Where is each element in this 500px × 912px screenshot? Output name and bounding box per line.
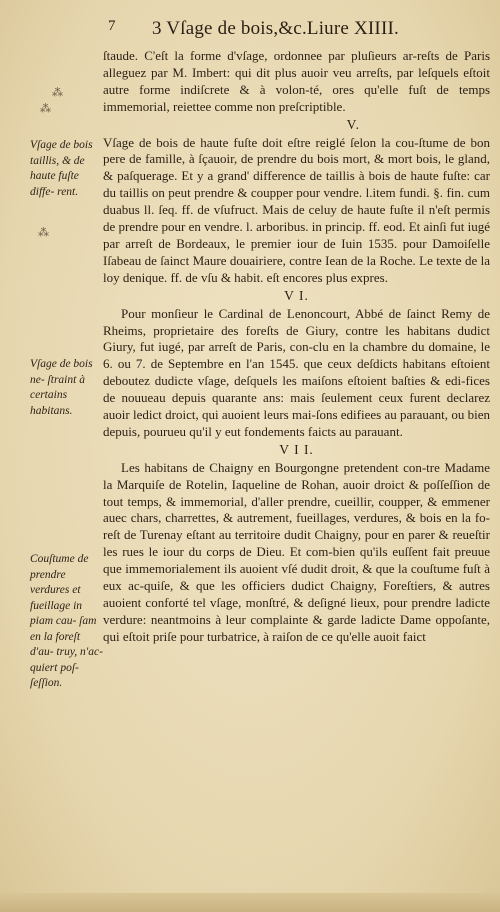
margin-mark: ⁂ — [40, 103, 51, 115]
main-text — [103, 48, 490, 646]
paragraph: Les habitans de Chaigny en Bourgongne pretendent con-tre Madame la Marquiſe de Rotelin, Iaqueline de Rohan, auoir droict & poſſeſſion de tout temps, & immemorial, d'aller prendre, cueillir, coupper, & emmener auec chars, charrettes, & autrement, fueillages, verdures, & bois en la fo-reſt de Turenay eſtant au territoire dudit Chaigny, pour en parer & reueſtir les rues le iour du corps de Dieu. Et com-bien qu'ils euſſent fait preuue que immemorialement ils auoient vſé dudit droit, & que la couſtume fuſt à eux ac-quiſe, & que les officiers dudict Chaigny, Foreſtiers, & autres auoient conforté tel vſage, monſtré, & deſigné lieux, pour prendre ladicte verdure: neantmoins à leur complainte & garde ladicte Dame oppoſante, qui eſtoit priſe pour turbatrice, à raiſon de ce qu'elle auoit faict — [103, 459, 490, 644]
running-title: 3 Vſage de bois,&c.Liure XIIII. — [152, 18, 399, 39]
margin-note-2: Vſage de bois ne- ſtraint à certains habitans. — [30, 358, 93, 417]
margin-note-1: Vſage de bois taillis, & de haute fuſte diffe- rent. — [30, 139, 93, 198]
paragraph: Pour monſieur le Cardinal de Lenoncourt, Abbé de ſainct Remy de Rheims, proprietaire des foreſts de Giury, contre les habitans dudict Giury, fut iugé, par arreſt de Paris, con-clu en la chambre du domaine, le 6. ou 7. de Septembre en l'an 1545. que ceux deſdicts habitans eſtoient deboutez dudicte vſage, deſquels les maiſons eſtoient baſties & edi-fices de nouueau depuis quarante ans: mais ſeulement ceux furent declarez auoir ledict droict, qui auoient leurs mai-ſons edifiees au parauant, ou bien depuis, pourueu qu'il y eut fondements faicts au parauant. — [103, 305, 490, 439]
running-header — [108, 18, 478, 42]
page-marker: 7 — [108, 18, 116, 34]
margin-mark: ⁂ — [52, 87, 63, 99]
margin-note-3: Couſtume de prendre verdures et fueillage in piam cau- ſam en la foreſt d'au- truy, n'ac- quiert poſ- ſeſſion. — [30, 553, 103, 689]
section-number: V. — [346, 116, 360, 132]
section-number: V I. — [284, 287, 309, 303]
paragraph: Vſage de bois de haute fuſte doit eſtre reiglé ſelon la cou-ſtume de bon pere de famille, à ſçauoir, de prendre du bois mort, & mort bois, le gland, & paſquerage. Et y a grand' difference de taillis à bois de haute fuſte: car du taillis on peut prendre & coupper pour vendre. l.item fundi. §. fin. cum duabus ll. ſeq. ff. de vſufruct. Mais de celuy de haute fuſte il n'eſt permis de prendre pour en vendre. l. arboribus. in princip. ff. eod. Et ainſi fut iugé par arreſt de Bordeaux, le premier iour de Iuin 1535. pour Damoiſelle Iſabeau de ſainct Maure douairiere, contre Iean de la Roche. Le texte de la loy denique. ff. de vſu & habit. eſt encores plus expres. — [103, 134, 490, 285]
page-bottom-edge — [0, 893, 500, 912]
section-number: V I I. — [279, 441, 314, 457]
margin-mark: ⁂ — [38, 227, 49, 239]
paragraph: ſtaude. C'eſt la forme d'vſage, ordonnee par pluſieurs ar-reſts de Paris alleguez par M. Imbert: qui dit plus auoir veu arreſts, par leſquels eſtoit autre forme indiſcrete & à volon-té, ores qu'elle fuſt de temps immemorial, reiettee comme non preſcriptible. — [103, 48, 490, 114]
